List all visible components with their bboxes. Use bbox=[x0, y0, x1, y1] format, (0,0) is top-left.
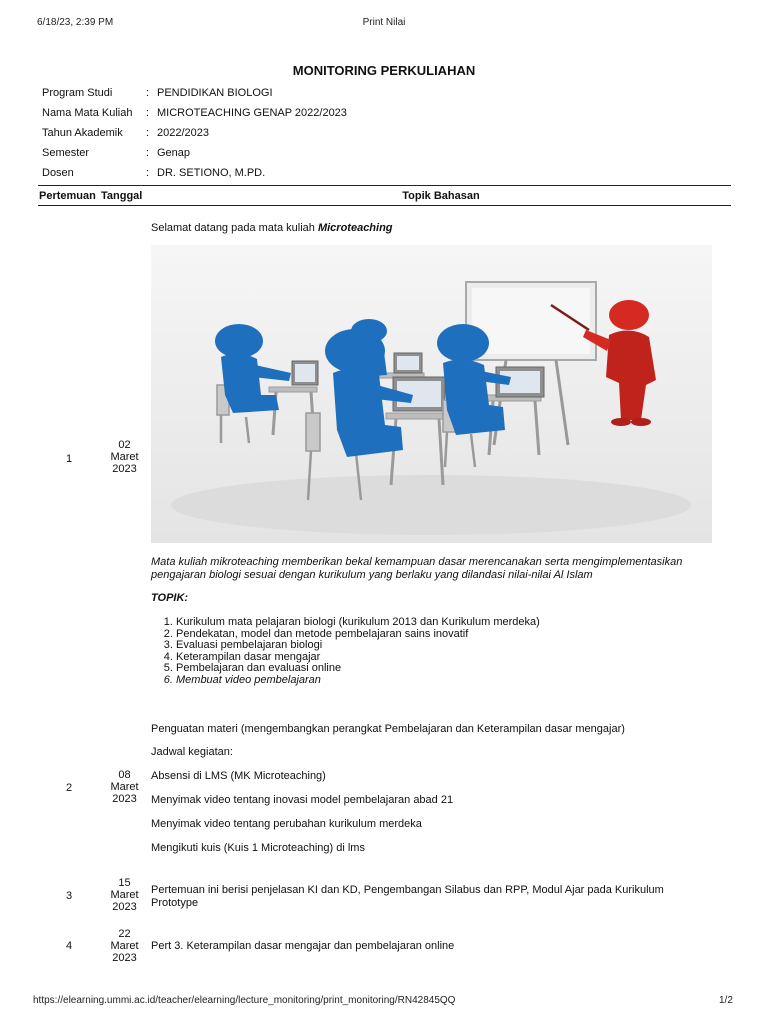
print-page-title: Print Nilai bbox=[362, 17, 406, 28]
list-item: 6. Membuat video pembelajaran bbox=[176, 675, 721, 687]
row-date bbox=[103, 439, 146, 475]
row-text: Pert 3. Keterampilan dasar mengajar dan pembelajaran online bbox=[151, 940, 455, 952]
info-label-program-studi: Program Studi bbox=[42, 87, 113, 99]
classroom-illustration-svg bbox=[151, 245, 712, 543]
row-text: Pertemuan ini berisi penjelasan KI dan KD, Pengembangan Silabus dan RPP, Modul Ajar pada Kurikulum Prototype bbox=[151, 884, 664, 909]
row-text: Menyimak video tentang perubahan kurikulum merdeka bbox=[151, 818, 422, 830]
date-year: 2023 bbox=[112, 952, 137, 964]
info-label-mata-kuliah: Nama Mata Kuliah bbox=[42, 107, 133, 119]
welcome-prefix: Selamat datang pada mata kuliah bbox=[151, 222, 318, 234]
row-number: 4 bbox=[65, 940, 73, 952]
document-title: MONITORING PERKULIAHAN bbox=[292, 63, 476, 78]
list-item: 2. Pendekatan, model dan metode pembelajaran sains inovatif bbox=[176, 629, 721, 641]
row-text: Penguatan materi (mengembangkan perangkat Pembelajaran dan Keterampilan dasar mengajar) bbox=[151, 723, 625, 735]
info-colon: : bbox=[146, 107, 150, 119]
row-number: 1 bbox=[65, 453, 73, 465]
date-year: 2023 bbox=[112, 463, 137, 475]
info-value-tahun-akademik: 2022/2023 bbox=[157, 127, 209, 139]
info-value-program-studi: PENDIDIKAN BIOLOGI bbox=[157, 87, 273, 99]
info-colon: : bbox=[146, 147, 150, 159]
date-year: 2023 bbox=[112, 793, 137, 805]
row-number: 3 bbox=[65, 890, 73, 902]
student-figures-icon bbox=[215, 319, 511, 457]
list-item: 1. Kurikulum mata pelajaran biologi (kurikulum 2013 dan Kurikulum merdeka) bbox=[176, 617, 721, 629]
table-header-pertemuan: Pertemuan bbox=[39, 190, 96, 202]
table-header-topik: Topik Bahasan bbox=[402, 190, 480, 202]
info-colon: : bbox=[146, 127, 150, 139]
classroom-illustration bbox=[151, 245, 712, 543]
topik-label: TOPIK: bbox=[151, 592, 189, 604]
row-text: Menyimak video tentang inovasi model pembelajaran abad 21 bbox=[151, 794, 454, 806]
info-value-semester: Genap bbox=[157, 147, 191, 159]
date-month: Maret bbox=[110, 940, 139, 952]
info-value-mata-kuliah: MICROTEACHING GENAP 2022/2023 bbox=[157, 107, 347, 119]
table-header-tanggal: Tanggal bbox=[101, 190, 143, 202]
print-datetime: 6/18/23, 2:39 PM bbox=[37, 17, 114, 28]
course-description: Mata kuliah mikroteaching memberikan bekal kemampuan dasar merencanakan serta mengimplementasikan pengajaran biologi sesuai dengan kurikulum yang berlaku yang dilandasi nilai-nilai Al Islam bbox=[151, 556, 683, 581]
table-header-top-rule bbox=[38, 185, 731, 186]
date-month: Maret bbox=[110, 781, 139, 793]
date-day: 08 bbox=[118, 769, 131, 781]
list-item: 3. Evaluasi pembelajaran biologi bbox=[176, 640, 721, 652]
row-text: Mengikuti kuis (Kuis 1 Microteaching) di lms bbox=[151, 842, 365, 854]
info-colon: : bbox=[146, 87, 150, 99]
print-page-number: 1/2 bbox=[719, 995, 733, 1006]
row-date bbox=[103, 877, 146, 913]
row-number: 2 bbox=[65, 782, 73, 794]
print-url: https://elearning.ummi.ac.id/teacher/elearning/lecture_monitoring/print_monitoring/RN42845QQ bbox=[33, 995, 456, 1006]
table-header-bottom-rule bbox=[38, 205, 731, 206]
welcome-course-name: Microteaching bbox=[317, 222, 393, 234]
row-text: Absensi di LMS (MK Microteaching) bbox=[151, 770, 326, 782]
list-item: 4. Keterampilan dasar mengajar bbox=[176, 652, 721, 664]
list-item: 5. Pembelajaran dan evaluasi online bbox=[176, 663, 721, 675]
date-day: 02 bbox=[118, 439, 131, 451]
info-label-dosen: Dosen bbox=[42, 167, 74, 179]
info-label-tahun-akademik: Tahun Akademik bbox=[42, 127, 123, 139]
date-month: Maret bbox=[110, 451, 139, 463]
info-label-semester: Semester bbox=[42, 147, 90, 159]
date-day: 22 bbox=[118, 928, 131, 940]
topic-list bbox=[151, 617, 721, 686]
info-value-dosen: DR. SETIONO, M.PD. bbox=[157, 167, 266, 179]
date-year: 2023 bbox=[112, 901, 137, 913]
row-text: Jadwal kegiatan: bbox=[151, 746, 233, 758]
date-month: Maret bbox=[110, 889, 139, 901]
info-colon: : bbox=[146, 167, 150, 179]
row-date bbox=[103, 769, 146, 805]
welcome-text bbox=[151, 222, 721, 235]
row-date bbox=[103, 928, 146, 964]
date-day: 15 bbox=[118, 877, 131, 889]
